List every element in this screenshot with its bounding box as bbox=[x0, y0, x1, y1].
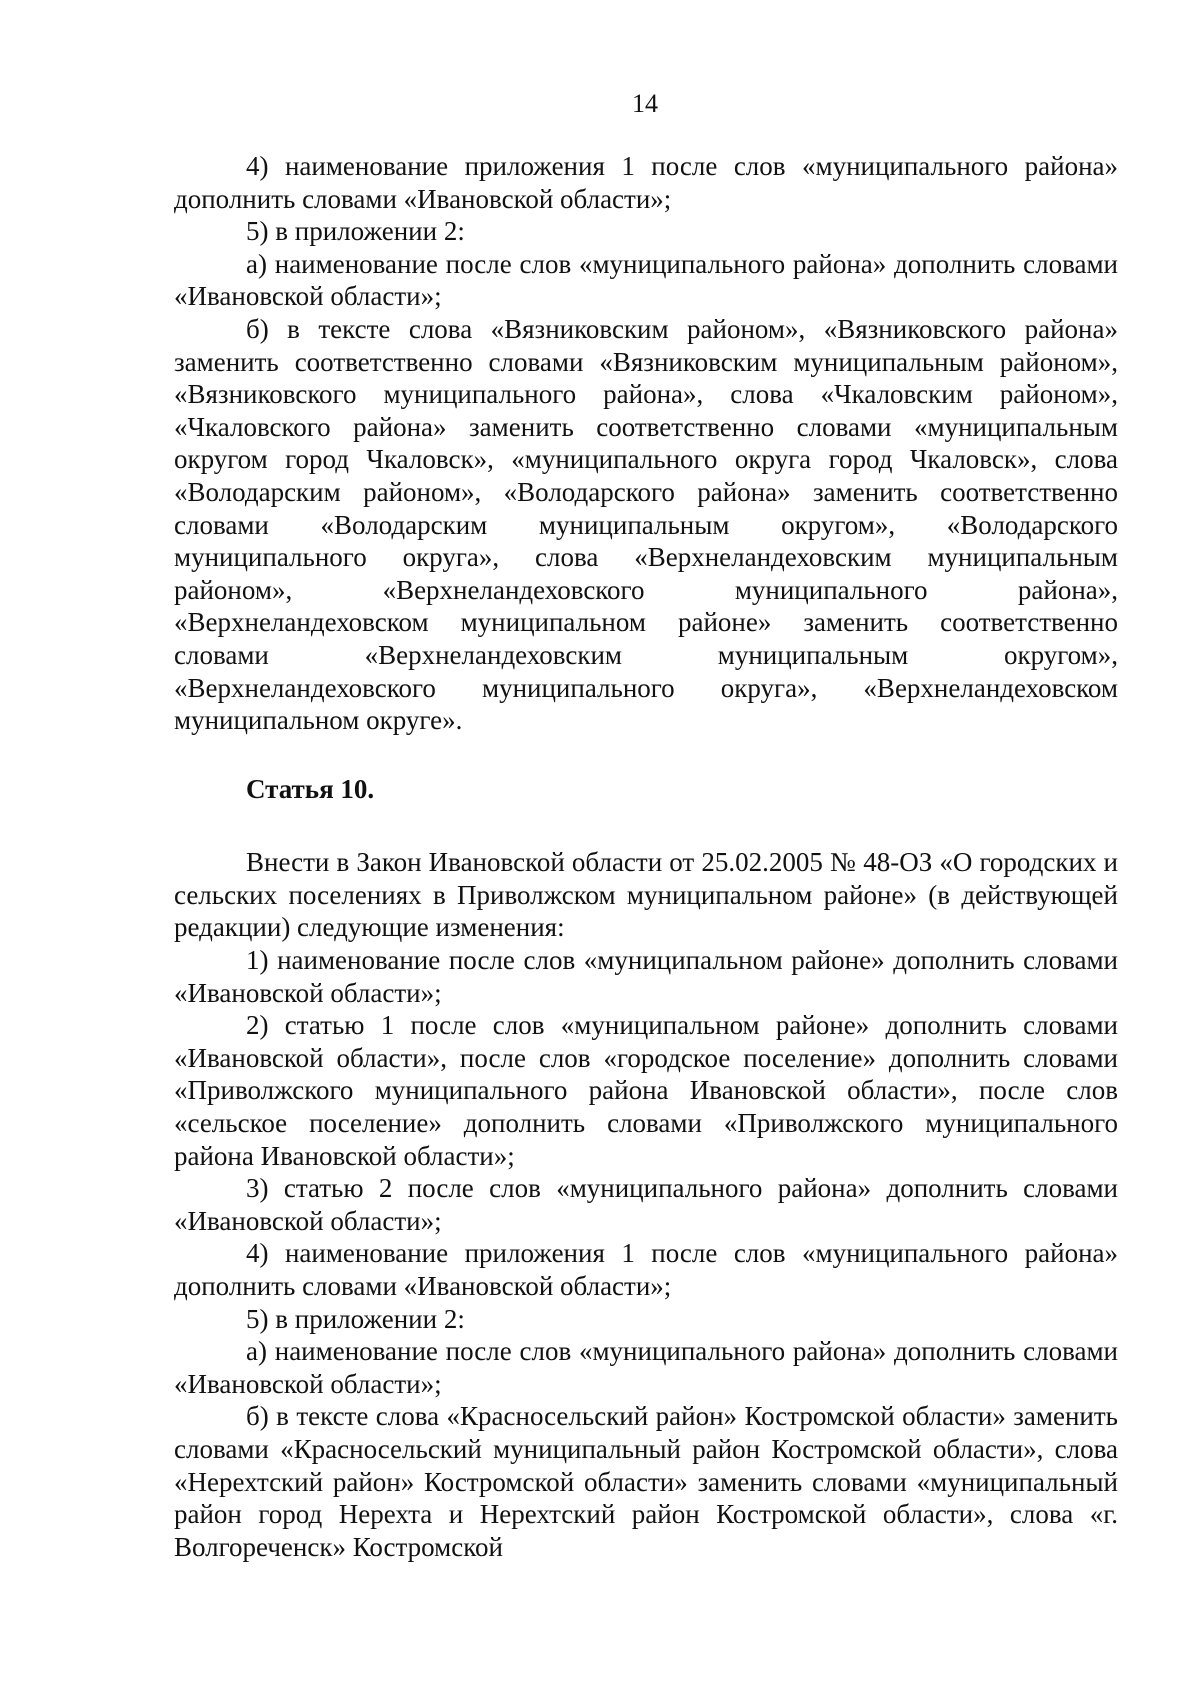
paragraph: 1) наименование после слов «муниципальном районе» дополнить словами «Ивановской области»; bbox=[174, 945, 1118, 1008]
paragraph: 3) статью 2 после слов «муниципального района» дополнить словами «Ивановской области»; bbox=[174, 1173, 1118, 1236]
document-body bbox=[174, 150, 1118, 1563]
paragraph: 5) в приложении 2: bbox=[246, 216, 465, 247]
paragraph: б) в тексте слова «Красносельский район» Костромской области» заменить словами «Красносельский муниципальный район Костромской области», слова «Нерехтский район» Костромской области» заменить словами «муниципальный район город Нерехта и Нерехтский район Костромской области», слова «г. Волгореченск» Костромской bbox=[174, 1401, 1118, 1562]
page-number: 14 bbox=[632, 89, 658, 118]
paragraph: а) наименование после слов «муниципального района» дополнить словами «Ивановской области»; bbox=[174, 1336, 1118, 1399]
paragraph: а) наименование после слов «муниципального района» дополнить словами «Ивановской области»; bbox=[174, 248, 1118, 312]
paragraph: Внести в Закон Ивановской области от 25.02.2005 № 48-ОЗ «О городских и сельских поселениях в Приволжском муниципальном районе» (в действующей редакции) следующие изменения: bbox=[174, 847, 1118, 943]
paragraph: б) в тексте слова «Вязниковским районом», «Вязниковского района» заменить соответственно словами «Вязниковским муниципальным районом», «Вязниковского муниципального района», слова «Чкаловским районом», «Чкаловского района» заменить соответственно словами «муниципальным округом город Чкаловск», «муниципального округа город Чкаловск», слова «Володарским районом», «Володарского района» заменить соответственно словами «Володарским муниципальным округом», «Володарского муниципального округа», слова «Верхнеландеховским муниципальным районом», «Верхнеландеховского муниципального района», «Верхнеландеховском муниципальном районе» заменить соответственно словами «Верхнеландеховским муниципальным округом», «Верхнеландеховского муниципального округа», «Верхнеландеховском муниципальном округе». bbox=[174, 313, 1118, 736]
paragraph: 4) наименование приложения 1 после слов «муниципального района» дополнить словами «Ивановской области»; bbox=[174, 151, 1118, 214]
paragraph: 4) наименование приложения 1 после слов «муниципального района» дополнить словами «Ивановской области»; bbox=[174, 1238, 1118, 1301]
paragraph: 5) в приложении 2: bbox=[246, 1303, 465, 1334]
paragraph: 2) статью 1 после слов «муниципальном районе» дополнить словами «Ивановской области», после слов «городское поселение» дополнить словами «Приволжского муниципального района Ивановской области», после слов «сельское поселение» дополнить словами «Приволжского муниципального района Ивановской области»; bbox=[174, 1010, 1118, 1171]
article-heading: Статья 10. bbox=[246, 773, 375, 804]
